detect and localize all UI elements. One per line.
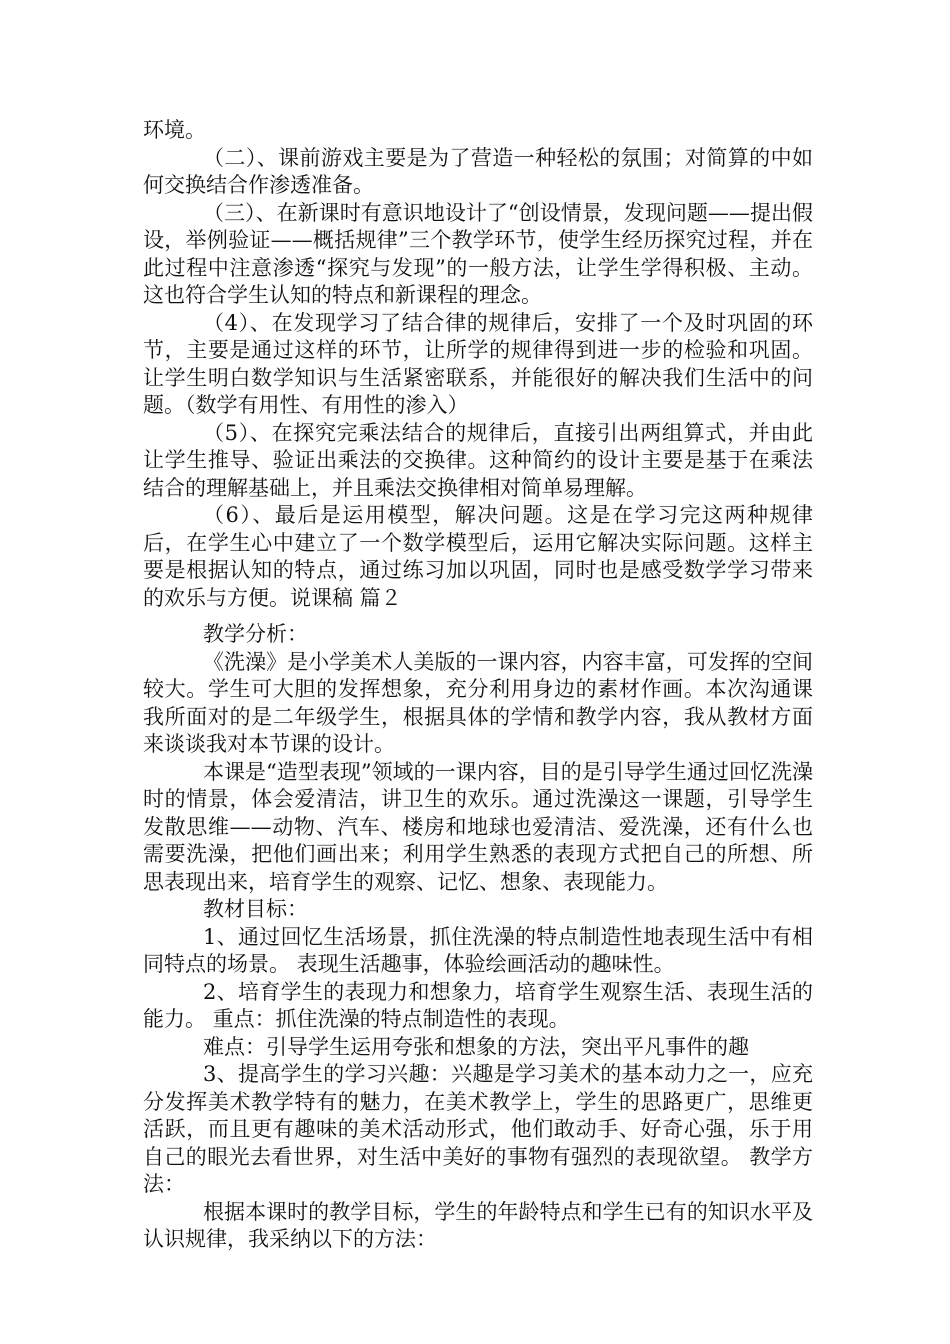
heading-objectives: 教材目标： — [203, 897, 308, 921]
paragraph-item-6: （6）、最后是运用模型，解决问题。这是在学习完这两种规律后，在学生心中建立了一个数学模型后，运用它解决实际问题。这样主要是根据认知的特点，通过练习加以巩固，同时也是感受数学学习带来的欢乐与方便。说课稿 篇２ — [143, 503, 813, 610]
paragraph-item-3: （三）、在新课时有意识地设计了“创设情景，发现问题——提出假设，举例验证——概括规律”三个教学环节，使学生经历探究过程，并在此过程中注意渗透“探究与发现”的一般方法，让学生学得积极、主动。这也符合学生认知的特点和新课程的理念。 — [143, 200, 813, 307]
paragraph-difficulty: 难点：引导学生运用夸张和想象的方法，突出平凡事件的趣 — [203, 1034, 749, 1059]
paragraph-environment: 环境。 — [143, 118, 206, 142]
paragraph-item-4: （4）、在发现学习了结合律的规律后，安排了一个及时巩固的环节，主要是通过这样的环节，让所学的规律得到进一步的检验和巩固。让学生明白数学知识与生活紧密联系，并能很好的解决我们生活中的问题。（数学有用性、有用性的渗入） — [143, 310, 813, 417]
paragraph-objective-3: 3、提高学生的学习兴趣：兴趣是学习美术的基本动力之一，应充分发挥美术教学特有的魅力，在美术教学上，学生的思路更广，思维更活跃，而且更有趣味的美术活动形式，他们敢动手、好奇心强，乐于用自己的眼光去看世界，对生活中美好的事物有强烈的表现欲望。 教学方法： — [143, 1062, 813, 1196]
paragraph-lesson-intro: 《洗澡》是小学美术人美版的一课内容，内容丰富，可发挥的空间较大。学生可大胆的发挥想象，充分利用身边的素材作画。本次沟通课我所面对的是二年级学生，根据具体的学情和教学内容，我从教材方面来谈谈我对本节课的设计。 — [143, 649, 813, 756]
heading-teaching-analysis: 教学分析： — [203, 622, 308, 646]
paragraph-item-5: （5）、在探究完乘法结合的规律后，直接引出两组算式，并由此让学生推导、验证出乘法的交换律。这种简约的设计主要是基于在乘法结合的理解基础上，并且乘法交换律相对简单易理解。 — [143, 420, 813, 500]
paragraph-objective-1: 1、通过回忆生活场景，抓住洗澡的特点制造性地表现生活中有相同特点的场景。 表现生活趣事，体验绘画活动的趣味性。 — [143, 924, 813, 976]
paragraph-objective-2: 2、培育学生的表现力和想象力，培育学生观察生活、表现生活的能力。 重点：抓住洗澡的特点制造性的表现。 — [143, 979, 813, 1031]
text-section-one — [143, 117, 813, 612]
paragraph-lesson-domain: 本课是“造型表现”领域的一课内容，目的是引导学生通过回忆洗澡时的情景，体会爱清洁，讲卫生的欢乐。通过洗澡这一课题，引导学生发散思维——动物、汽车、楼房和地球也爱清洁、爱洗澡，还有什么也需要洗澡，把他们画出来；利用学生熟悉的表现方式把自己的所想、所思表现出来，培育学生的观察、记忆、想象、表现能力。 — [143, 759, 813, 894]
text-section-two — [143, 621, 813, 1254]
paragraph-item-2: （二）、课前游戏主要是为了营造一种轻松的氛围；对简算的中如何交换结合作渗透准备。 — [143, 145, 813, 197]
paragraph-methods: 根据本课时的教学目标，学生的年龄特点和学生已有的知识水平及认识规律，我采纳以下的方法： — [143, 1199, 813, 1251]
